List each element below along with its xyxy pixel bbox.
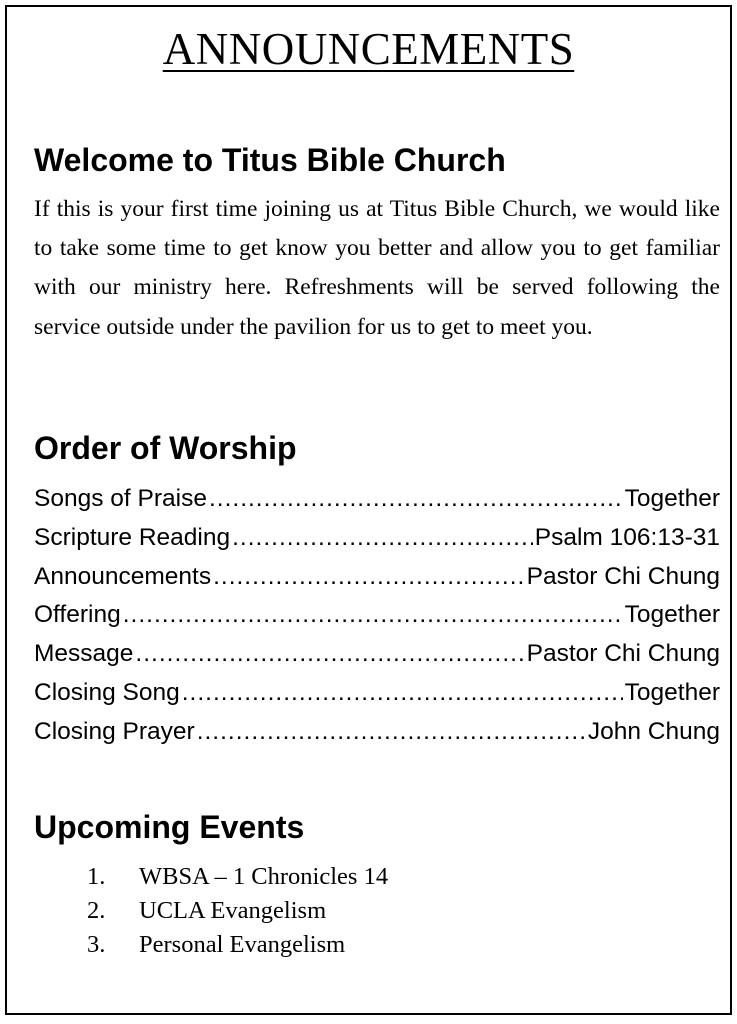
upcoming-events-heading: Upcoming Events: [34, 809, 305, 845]
worship-item: Scripture Reading: [34, 523, 231, 551]
event-text: Personal Evangelism: [139, 931, 346, 958]
worship-row: [34, 524, 720, 563]
list-number: 3.: [87, 931, 106, 958]
worship-leader: John Chung: [587, 717, 720, 745]
worship-item: Message: [34, 640, 134, 668]
page-frame: [5, 5, 732, 1015]
page-title: ANNOUNCEMENTS: [162, 24, 575, 74]
worship-row: [34, 640, 720, 679]
list-item: [87, 897, 388, 931]
dot-leader: [123, 601, 623, 629]
worship-leader: Pastor Chi Chung: [526, 562, 720, 590]
worship-leader: Together: [624, 485, 720, 512]
upcoming-events-list: [87, 863, 388, 965]
worship-row: [34, 563, 720, 602]
worship-row: [34, 679, 720, 718]
worship-leader: Pastor Chi Chung: [526, 640, 720, 668]
worship-leader: Together: [624, 601, 720, 629]
dot-leader: [182, 679, 623, 707]
worship-item: Closing Prayer: [34, 717, 195, 745]
dot-leader: [135, 640, 524, 668]
order-of-worship-list: [34, 485, 720, 757]
worship-leader: Psalm 106:13-31: [534, 523, 720, 551]
worship-row: [34, 601, 720, 640]
list-item: [87, 931, 388, 965]
list-item: [87, 863, 388, 897]
welcome-heading: Welcome to Titus Bible Church: [34, 142, 506, 178]
dot-leader: [197, 718, 586, 746]
list-number: 1.: [87, 863, 106, 890]
worship-row: [34, 485, 720, 524]
event-text: WBSA – 1 Chronicles 14: [139, 863, 389, 890]
worship-item: Closing Song: [34, 678, 180, 706]
dot-leader: [209, 485, 623, 513]
worship-item: Songs of Praise: [34, 485, 207, 512]
worship-leader: Together: [624, 678, 720, 706]
worship-row: [34, 718, 720, 757]
event-text: UCLA Evangelism: [139, 897, 327, 924]
welcome-paragraph: If this is your first time joining us at Titus Bible Church, we would like to take some time to get know you better and allow you to get familiar with our ministry here. Refreshments will be served following the service outside under the pavilion for us to get to meet you.: [34, 196, 720, 340]
dot-leader: [232, 524, 533, 552]
dot-leader: [213, 563, 525, 591]
list-number: 2.: [87, 897, 106, 924]
order-of-worship-heading: Order of Worship: [34, 430, 297, 466]
worship-item: Announcements: [34, 562, 212, 590]
worship-item: Offering: [34, 601, 121, 629]
